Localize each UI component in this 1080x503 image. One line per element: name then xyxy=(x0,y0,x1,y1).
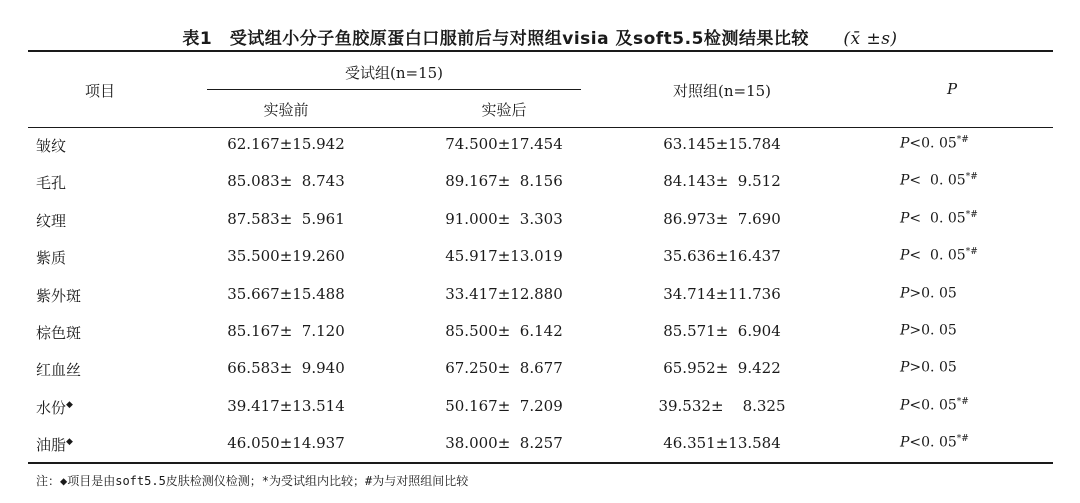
row-item-name: 毛孔 xyxy=(36,174,67,192)
row-p-symbol: P xyxy=(900,210,910,227)
row-item-label xyxy=(36,434,73,455)
row-after-value: 33.417±12.880 xyxy=(445,285,563,303)
row-p-value xyxy=(900,285,957,302)
group-sub-rule xyxy=(207,89,581,90)
row-item-label xyxy=(36,397,73,418)
row-after-value: 38.000± 8.257 xyxy=(445,434,563,452)
row-control-value: 35.636±16.437 xyxy=(663,247,781,265)
row-p-symbol: P xyxy=(900,247,910,264)
row-p-superscript: *# xyxy=(965,210,978,220)
header-test-group: 受试组(n=15) xyxy=(344,64,444,82)
row-p-value xyxy=(900,322,957,339)
header-before: 实验前 xyxy=(263,101,309,119)
row-p-symbol: P xyxy=(900,434,910,451)
row-p-value xyxy=(900,397,969,414)
row-control-value: 46.351±13.584 xyxy=(663,434,781,452)
row-control-value: 39.532± 8.325 xyxy=(658,397,786,415)
row-after-value: 67.250± 8.677 xyxy=(445,359,563,377)
row-p-comparison: <0. 05 xyxy=(909,434,957,451)
row-p-value xyxy=(900,247,978,264)
row-item-label xyxy=(36,135,66,156)
mean-sd-label: (x̄ ±s) xyxy=(843,29,898,49)
row-p-comparison: < 0. 05 xyxy=(909,172,966,189)
row-p-value xyxy=(900,172,978,189)
row-p-value xyxy=(900,359,957,376)
row-after-value: 74.500±17.454 xyxy=(445,135,563,153)
row-item-label xyxy=(36,285,81,306)
header-item: 项目 xyxy=(84,82,115,100)
row-item-mark: ◆ xyxy=(66,400,73,410)
row-control-value: 34.714±11.736 xyxy=(663,285,781,303)
row-after-value: 45.917±13.019 xyxy=(445,247,563,265)
row-before-value: 66.583± 9.940 xyxy=(227,359,345,377)
row-control-value: 84.143± 9.512 xyxy=(663,172,781,190)
row-item-mark: ◆ xyxy=(66,437,73,447)
row-item-name: 棕色斑 xyxy=(36,324,82,342)
row-p-comparison: <0. 05 xyxy=(909,397,957,414)
row-before-value: 46.050±14.937 xyxy=(227,434,345,452)
row-item-label xyxy=(36,172,66,193)
row-before-value: 85.083± 8.743 xyxy=(227,172,345,190)
bottom-rule xyxy=(28,462,1053,464)
row-item-name: 纹理 xyxy=(36,212,67,230)
row-item-name: 紫质 xyxy=(36,249,67,267)
top-rule xyxy=(28,50,1053,52)
row-p-comparison: >0. 05 xyxy=(909,285,957,302)
row-after-value: 91.000± 3.303 xyxy=(445,210,563,228)
row-p-symbol: P xyxy=(900,135,910,152)
table-title-text: 表1 受试组小分子鱼胶原蛋白口服前后与对照组visia 及soft5.5检测结果比较 xyxy=(182,29,809,49)
header-after: 实验后 xyxy=(481,101,527,119)
row-item-name: 油脂 xyxy=(36,436,67,454)
header-control: 对照组(n=15) xyxy=(672,82,772,100)
row-before-value: 62.167±15.942 xyxy=(227,135,345,153)
row-control-value: 85.571± 6.904 xyxy=(663,322,781,340)
table-note: 注：◆项目是由soft5.5皮肤检测仪检测；*为受试组内比较；#为与对照组间比较 xyxy=(36,474,469,488)
row-p-superscript: *# xyxy=(956,397,969,407)
header-p: P xyxy=(946,80,958,98)
row-item-label xyxy=(36,359,81,380)
row-p-symbol: P xyxy=(900,285,910,302)
row-control-value: 65.952± 9.422 xyxy=(663,359,781,377)
row-p-symbol: P xyxy=(900,172,910,189)
row-before-value: 85.167± 7.120 xyxy=(227,322,345,340)
row-before-value: 39.417±13.514 xyxy=(227,397,345,415)
row-after-value: 85.500± 6.142 xyxy=(445,322,563,340)
row-before-value: 35.667±15.488 xyxy=(227,285,345,303)
row-p-symbol: P xyxy=(900,322,910,339)
row-p-superscript: *# xyxy=(965,172,978,182)
row-p-comparison: <0. 05 xyxy=(909,135,957,152)
row-before-value: 87.583± 5.961 xyxy=(227,210,345,228)
row-item-name: 皱纹 xyxy=(36,137,67,155)
row-p-comparison: < 0. 05 xyxy=(909,247,966,264)
row-before-value: 35.500±19.260 xyxy=(227,247,345,265)
row-p-value xyxy=(900,434,969,451)
row-after-value: 50.167± 7.209 xyxy=(445,397,563,415)
row-p-comparison: >0. 05 xyxy=(909,359,957,376)
row-item-label xyxy=(36,210,66,231)
row-item-name: 红血丝 xyxy=(36,361,82,379)
row-after-value: 89.167± 8.156 xyxy=(445,172,563,190)
row-p-value xyxy=(900,135,969,152)
row-p-value xyxy=(900,210,978,227)
row-p-comparison: < 0. 05 xyxy=(909,210,966,227)
row-p-superscript: *# xyxy=(965,247,978,257)
row-item-name: 紫外斑 xyxy=(36,287,82,305)
row-item-label xyxy=(36,247,66,268)
header-rule xyxy=(28,127,1053,128)
row-p-symbol: P xyxy=(900,359,910,376)
row-item-name: 水份 xyxy=(36,399,67,417)
row-p-symbol: P xyxy=(900,397,910,414)
table-title xyxy=(0,24,1080,49)
row-control-value: 86.973± 7.690 xyxy=(663,210,781,228)
row-p-comparison: >0. 05 xyxy=(909,322,957,339)
row-p-superscript: *# xyxy=(956,135,969,145)
row-p-superscript: *# xyxy=(956,434,969,444)
row-item-label xyxy=(36,322,81,343)
row-control-value: 63.145±15.784 xyxy=(663,135,781,153)
